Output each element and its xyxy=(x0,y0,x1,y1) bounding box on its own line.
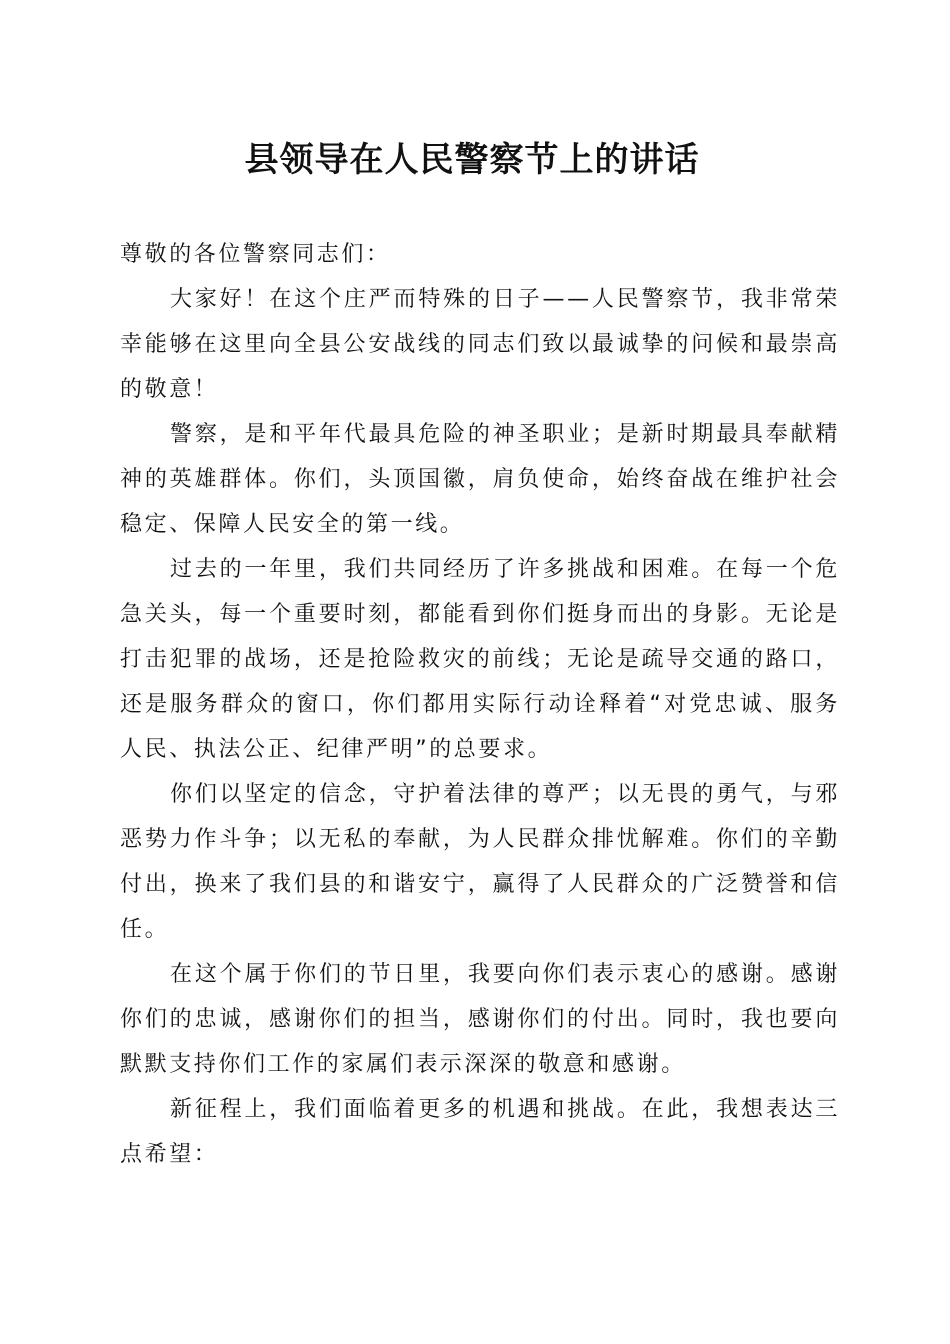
document-title: 县领导在人民警察节上的讲话 xyxy=(244,140,700,180)
salutation: 尊敬的各位警察同志们： xyxy=(120,242,391,267)
paragraph-thanks: 在这个属于你们的节日里，我要向你们表示衷心的感谢。感谢你们的忠诚，感谢你们的担当，感谢你们的付出。同时，我也要向默默支持你们工作的家属们表示深深的敬意和感谢。 xyxy=(120,962,840,1077)
paragraph-past-year: 过去的一年里，我们共同经历了许多挑战和困难。在每一个危急关头，每一个重要时刻，都能看到你们挺身而出的身影。无论是打击犯罪的战场，还是抢险救灾的前线；无论是疏导交通的路口，还是服务群众的窗口，你们都用实际行动诠释着“对党忠诚、服务人民、执法公正、纪律严明”的总要求。 xyxy=(120,557,840,762)
paragraph-greeting: 大家好！在这个庄严而特殊的日子——人民警察节，我非常荣幸能够在这里向全县公安战线的同志们致以最诚挚的问候和最崇高的敬意！ xyxy=(120,287,840,402)
paragraph-police-role: 警察，是和平年代最具危险的神圣职业；是新时期最具奉献精神的英雄群体。你们，头顶国徽，肩负使命，始终奋战在维护社会稳定、保障人民安全的第一线。 xyxy=(120,422,840,537)
paragraph-dedication: 你们以坚定的信念，守护着法律的尊严；以无畏的勇气，与邪恶势力作斗争；以无私的奉献，为人民群众排忧解难。你们的辛勤付出，换来了我们县的和谐安宁，赢得了人民群众的广泛赞誉和信任。 xyxy=(120,782,840,942)
document-body xyxy=(120,232,840,1177)
paragraph-hopes: 新征程上，我们面临着更多的机遇和挑战。在此，我想表达三点希望： xyxy=(120,1097,840,1167)
